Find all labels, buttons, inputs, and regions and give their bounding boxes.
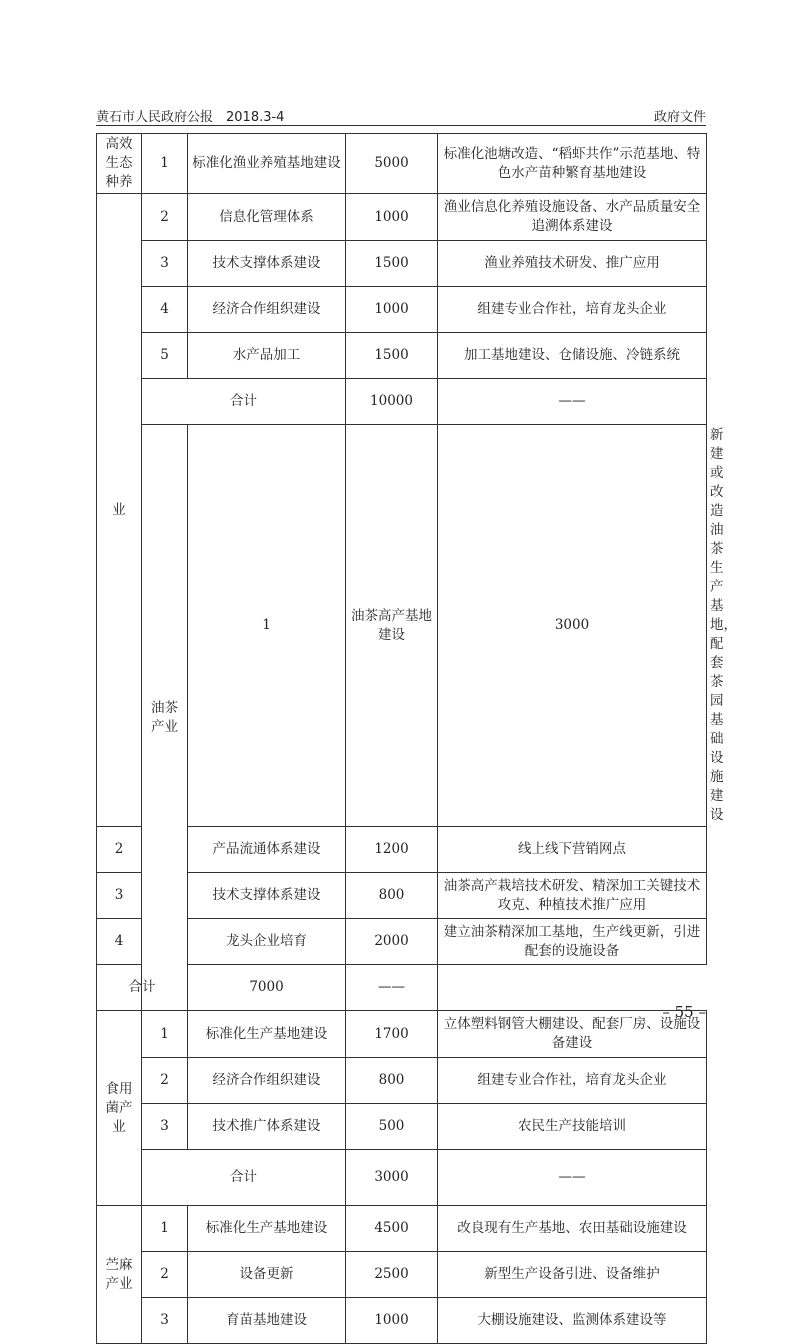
amount: 1000: [346, 1298, 438, 1344]
table-row: 油茶 产业 1 油茶高产基地建设 3000 新建或改造油茶生产基地，配套茶园基础设施建设: [97, 425, 707, 827]
total-amount: 7000: [188, 965, 346, 1011]
row-number: 3: [142, 1104, 188, 1150]
description: 组建专业合作社，培育龙头企业: [438, 1058, 707, 1104]
description: 油茶高产栽培技术研发、精深加工关键技术攻克、种植技术推广应用: [438, 873, 707, 919]
table-row: [97, 1206, 707, 1252]
description: 大棚设施建设、监测体系建设等: [438, 1298, 707, 1344]
item-name: 育苗基地建设: [188, 1298, 346, 1344]
row-number: 5: [142, 333, 188, 379]
total-amount: 3000: [346, 1150, 438, 1206]
amount: 1000: [346, 287, 438, 333]
row-number: 4: [142, 287, 188, 333]
category-cell: 食用 菌产 业: [97, 1011, 142, 1206]
amount: 2500: [346, 1252, 438, 1298]
description: 农民生产技能培训: [438, 1104, 707, 1150]
amount: 2000: [346, 919, 438, 965]
table-row: [97, 194, 707, 241]
row-number: 2: [97, 827, 142, 873]
total-label: 合计: [97, 965, 188, 1011]
category-cell: 业: [97, 194, 142, 827]
description: 改良现有生产基地、农田基础设施建设: [438, 1206, 707, 1252]
item-name: 龙头企业培育: [188, 919, 346, 965]
description: 加工基地建设、仓储设施、冷链系统: [438, 333, 707, 379]
row-number: 4: [97, 919, 142, 965]
description: 新型生产设备引进、设备维护: [438, 1252, 707, 1298]
item-name: 油茶高产基地建设: [346, 425, 438, 827]
section-title: 政府文件: [653, 110, 706, 125]
amount: 800: [346, 873, 438, 919]
table-row: [97, 241, 707, 287]
total-row: [97, 379, 707, 425]
table-row: [97, 1298, 707, 1344]
description: 线上线下营销网点: [438, 827, 707, 873]
total-description: ——: [346, 965, 438, 1011]
item-name: 经济合作组织建设: [188, 287, 346, 333]
amount: 3000: [438, 425, 707, 827]
page-number: – 55 –: [662, 1003, 706, 1021]
row-number: 1: [142, 1206, 188, 1252]
item-name: 技术支撑体系建设: [188, 873, 346, 919]
item-name: 水产品加工: [188, 333, 346, 379]
table-row: [97, 827, 707, 873]
description: 立体塑料钢管大棚建设、配套厂房、设施设备建设: [438, 1011, 707, 1058]
table-row: [97, 919, 707, 965]
row-number: 3: [142, 1298, 188, 1344]
row-number: 1: [142, 1011, 188, 1058]
table-row: [97, 1011, 707, 1058]
row-number: 2: [142, 1252, 188, 1298]
total-row: [97, 965, 707, 1011]
row-number: 1: [142, 134, 188, 194]
table-row: [97, 287, 707, 333]
amount: 1700: [346, 1011, 438, 1058]
description: 建立油茶精深加工基地，生产线更新，引进配套的设施设备: [438, 919, 707, 965]
total-label: 合计: [142, 1150, 346, 1206]
total-description: ——: [438, 379, 707, 425]
table-row: [97, 873, 707, 919]
item-name: 标准化生产基地建设: [188, 1011, 346, 1058]
item-name: 标准化渔业养殖基地建设: [188, 134, 346, 194]
description: 渔业养殖技术研发、推广应用: [438, 241, 707, 287]
table-row: [97, 134, 707, 194]
item-name: 技术支撑体系建设: [188, 241, 346, 287]
description: 组建专业合作社，培育龙头企业: [438, 287, 707, 333]
item-name: 技术推广体系建设: [188, 1104, 346, 1150]
amount: 1000: [346, 194, 438, 241]
total-row: [97, 1150, 707, 1206]
table-row: [97, 1058, 707, 1104]
row-number: 2: [142, 194, 188, 241]
amount: 1500: [346, 241, 438, 287]
amount: 1200: [346, 827, 438, 873]
total-description: ——: [438, 1150, 707, 1206]
header-rule: [96, 125, 706, 126]
item-name: 信息化管理体系: [188, 194, 346, 241]
funding-table: [96, 133, 737, 1344]
amount: 800: [346, 1058, 438, 1104]
description: 渔业信息化养殖设施设备、水产品质量安全追溯体系建设: [438, 194, 707, 241]
total-amount: 10000: [346, 379, 438, 425]
item-name: 设备更新: [188, 1252, 346, 1298]
amount: 4500: [346, 1206, 438, 1252]
table-row: [97, 1252, 707, 1298]
category-cell: 油茶 产业: [142, 425, 188, 1011]
row-number: 3: [97, 873, 142, 919]
row-number: 2: [142, 1058, 188, 1104]
description: 标准化池塘改造、“稻虾共作”示范基地、特色水产苗种繁育基地建设: [438, 134, 707, 194]
category-cell: 苎麻 产业: [97, 1206, 142, 1344]
amount: 1500: [346, 333, 438, 379]
page-header: [96, 103, 706, 125]
amount: 5000: [346, 134, 438, 194]
item-name: 标准化生产基地建设: [188, 1206, 346, 1252]
category-cell: 高效 生态 种养: [97, 134, 142, 194]
item-name: 经济合作组织建设: [188, 1058, 346, 1104]
table-row: [97, 1104, 707, 1150]
total-label: 合计: [142, 379, 346, 425]
item-name: 产品流通体系建设: [188, 827, 346, 873]
publication-title: 黄石市人民政府公报 2018.3-4: [96, 110, 285, 125]
row-number: 1: [188, 425, 346, 827]
table-row: [97, 333, 707, 379]
amount: 500: [346, 1104, 438, 1150]
row-number: 3: [142, 241, 188, 287]
